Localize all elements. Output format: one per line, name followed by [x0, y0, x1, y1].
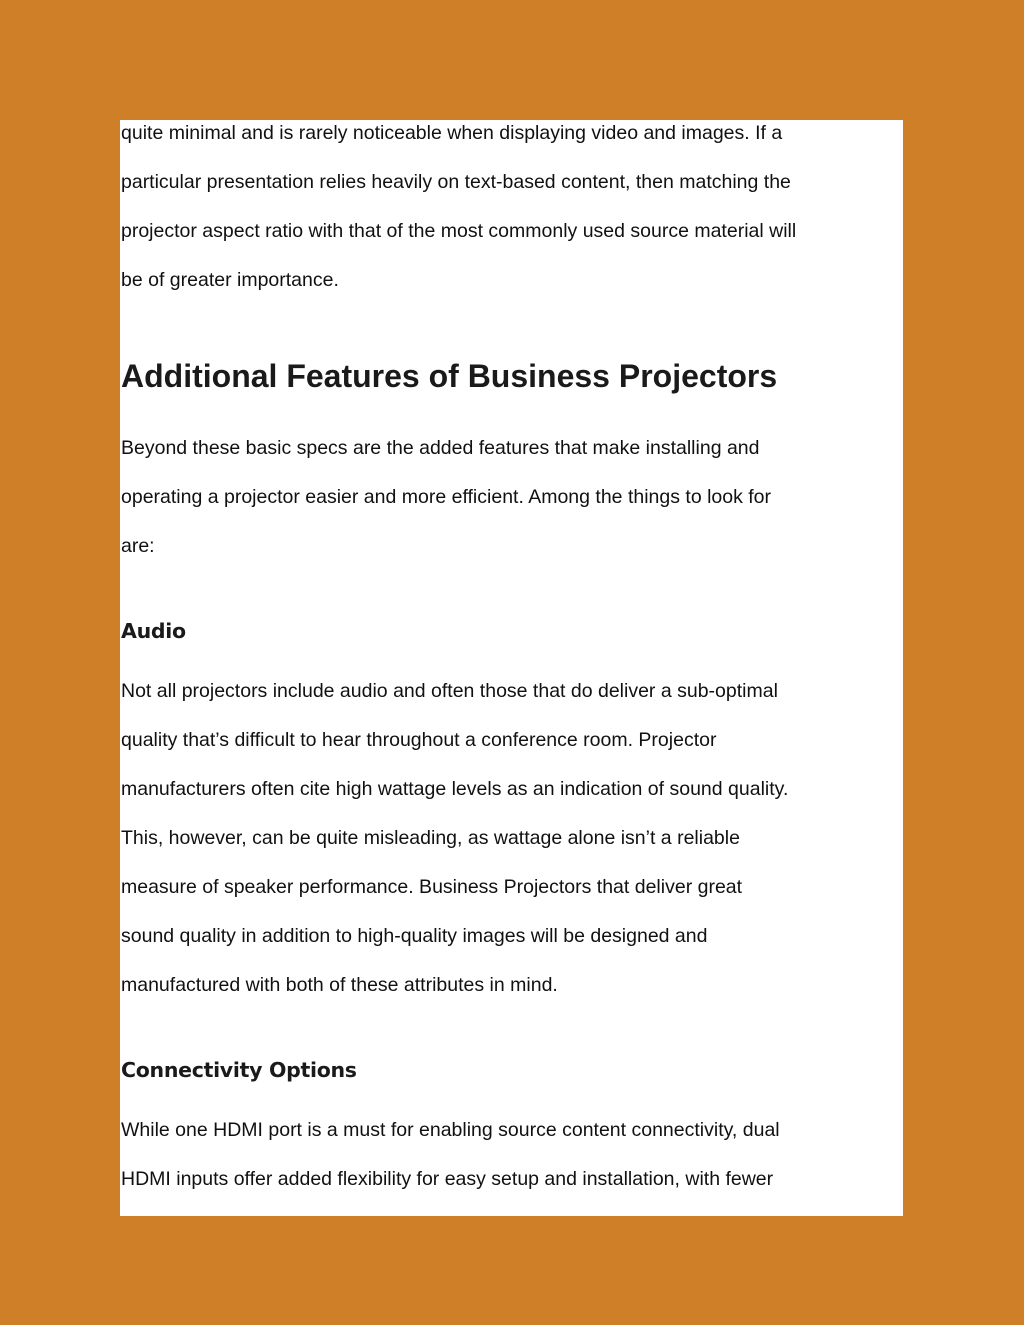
paragraph-line: projector aspect ratio with that of the most commonly used source material will	[121, 220, 797, 242]
connectivity-paragraph	[121, 1106, 780, 1204]
paragraph-line: Beyond these basic specs are the added features that make installing and	[121, 437, 760, 459]
paragraph-line: While one HDMI port is a must for enabling source content connectivity, dual	[121, 1119, 780, 1141]
paragraph-line: Not all projectors include audio and often those that do deliver a sub-optimal	[121, 680, 778, 702]
paragraph-line: measure of speaker performance. Business Projectors that deliver great	[121, 876, 743, 898]
paragraph-line: particular presentation relies heavily on text-based content, then matching the	[121, 171, 791, 193]
paragraph-line: be of greater importance.	[121, 269, 339, 291]
document-page	[120, 120, 903, 1216]
section-heading: Additional Features of Business Projectors	[121, 358, 778, 394]
paragraph-line: quality that’s difficult to hear throughout a conference room. Projector	[121, 729, 717, 751]
paragraph-line: This, however, can be quite misleading, as wattage alone isn’t a reliable	[121, 827, 740, 849]
paragraph-line: sound quality in addition to high-quality images will be designed and	[121, 925, 708, 947]
paragraph-line: operating a projector easier and more efficient. Among the things to look for	[121, 486, 772, 508]
section-paragraph	[121, 424, 771, 571]
paragraph-line: are:	[121, 535, 155, 557]
audio-paragraph	[121, 667, 788, 1010]
paragraph-line: HDMI inputs offer added flexibility for easy setup and installation, with fewer	[121, 1168, 774, 1190]
paragraph-line: quite minimal and is rarely noticeable when displaying video and images. If a	[121, 122, 783, 144]
connectivity-heading: Connectivity Options	[121, 1058, 357, 1082]
audio-heading: Audio	[121, 619, 186, 643]
paragraph-line: manufactured with both of these attributes in mind.	[121, 974, 558, 996]
paragraph-line: manufacturers often cite high wattage levels as an indication of sound quality.	[121, 778, 789, 800]
intro-paragraph	[121, 120, 796, 305]
